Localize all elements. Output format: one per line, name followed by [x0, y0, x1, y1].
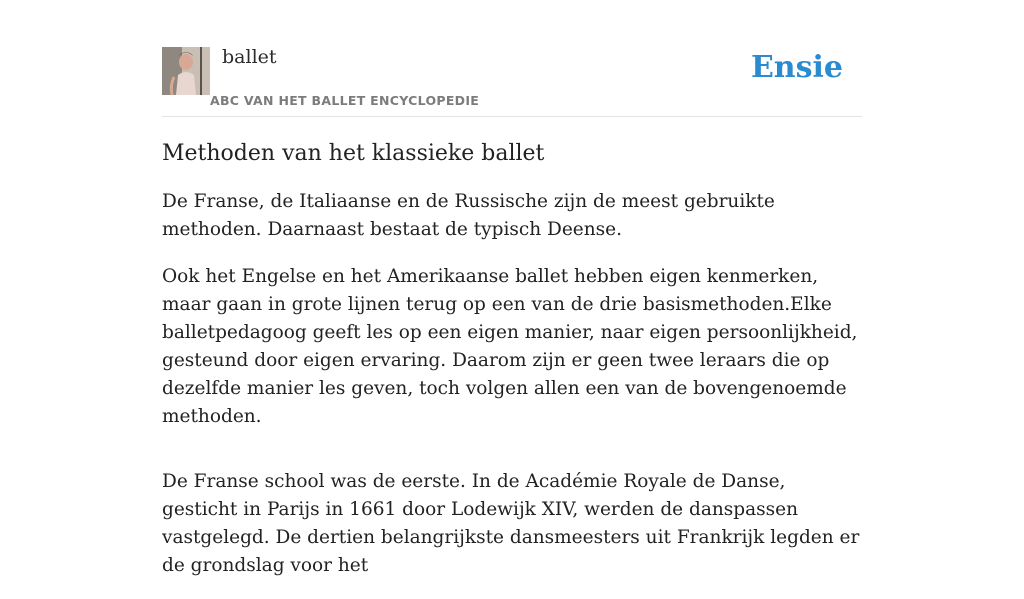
ballerina-avatar-icon	[162, 47, 210, 95]
article-paragraph: Ook het Engelse en het Amerikaanse ballet hebben eigen kenmerken, maar gaan in grote lijnen terug op een van de drie basismethoden.Elke balletpedagoog geeft les op een eigen manier, naar eigen persoonlijkheid, gesteund door eigen ervaring. Daarom zijn er geen twee leraars die op dezelfde manier les geven, toch volgen allen een van de bovengenoemde methoden.	[162, 266, 858, 427]
author-avatar[interactable]	[162, 47, 210, 95]
article-title: Methoden van het klassieke ballet	[162, 141, 545, 166]
brand-logo[interactable]: Ensie	[750, 50, 843, 85]
article-paragraph: De Franse, de Italiaanse en de Russische zijn de meest gebruikte methoden. Daarnaast bestaat de typisch Deense.	[162, 191, 775, 240]
page-header	[162, 0, 862, 117]
source-label[interactable]: ABC VAN HET BALLET ENCYCLOPEDIE	[210, 93, 480, 108]
article-body	[162, 138, 862, 599]
author-name[interactable]: ballet	[222, 46, 277, 68]
article-paragraph: De Franse school was de eerste. In de Académie Royale de Danse, gesticht in Parijs in 1661 door Lodewijk XIV, werden de danspassen vastgelegd. De dertien belangrijkste dansmeesters uit Frankrijk legden er de grondslag voor het	[162, 471, 860, 576]
